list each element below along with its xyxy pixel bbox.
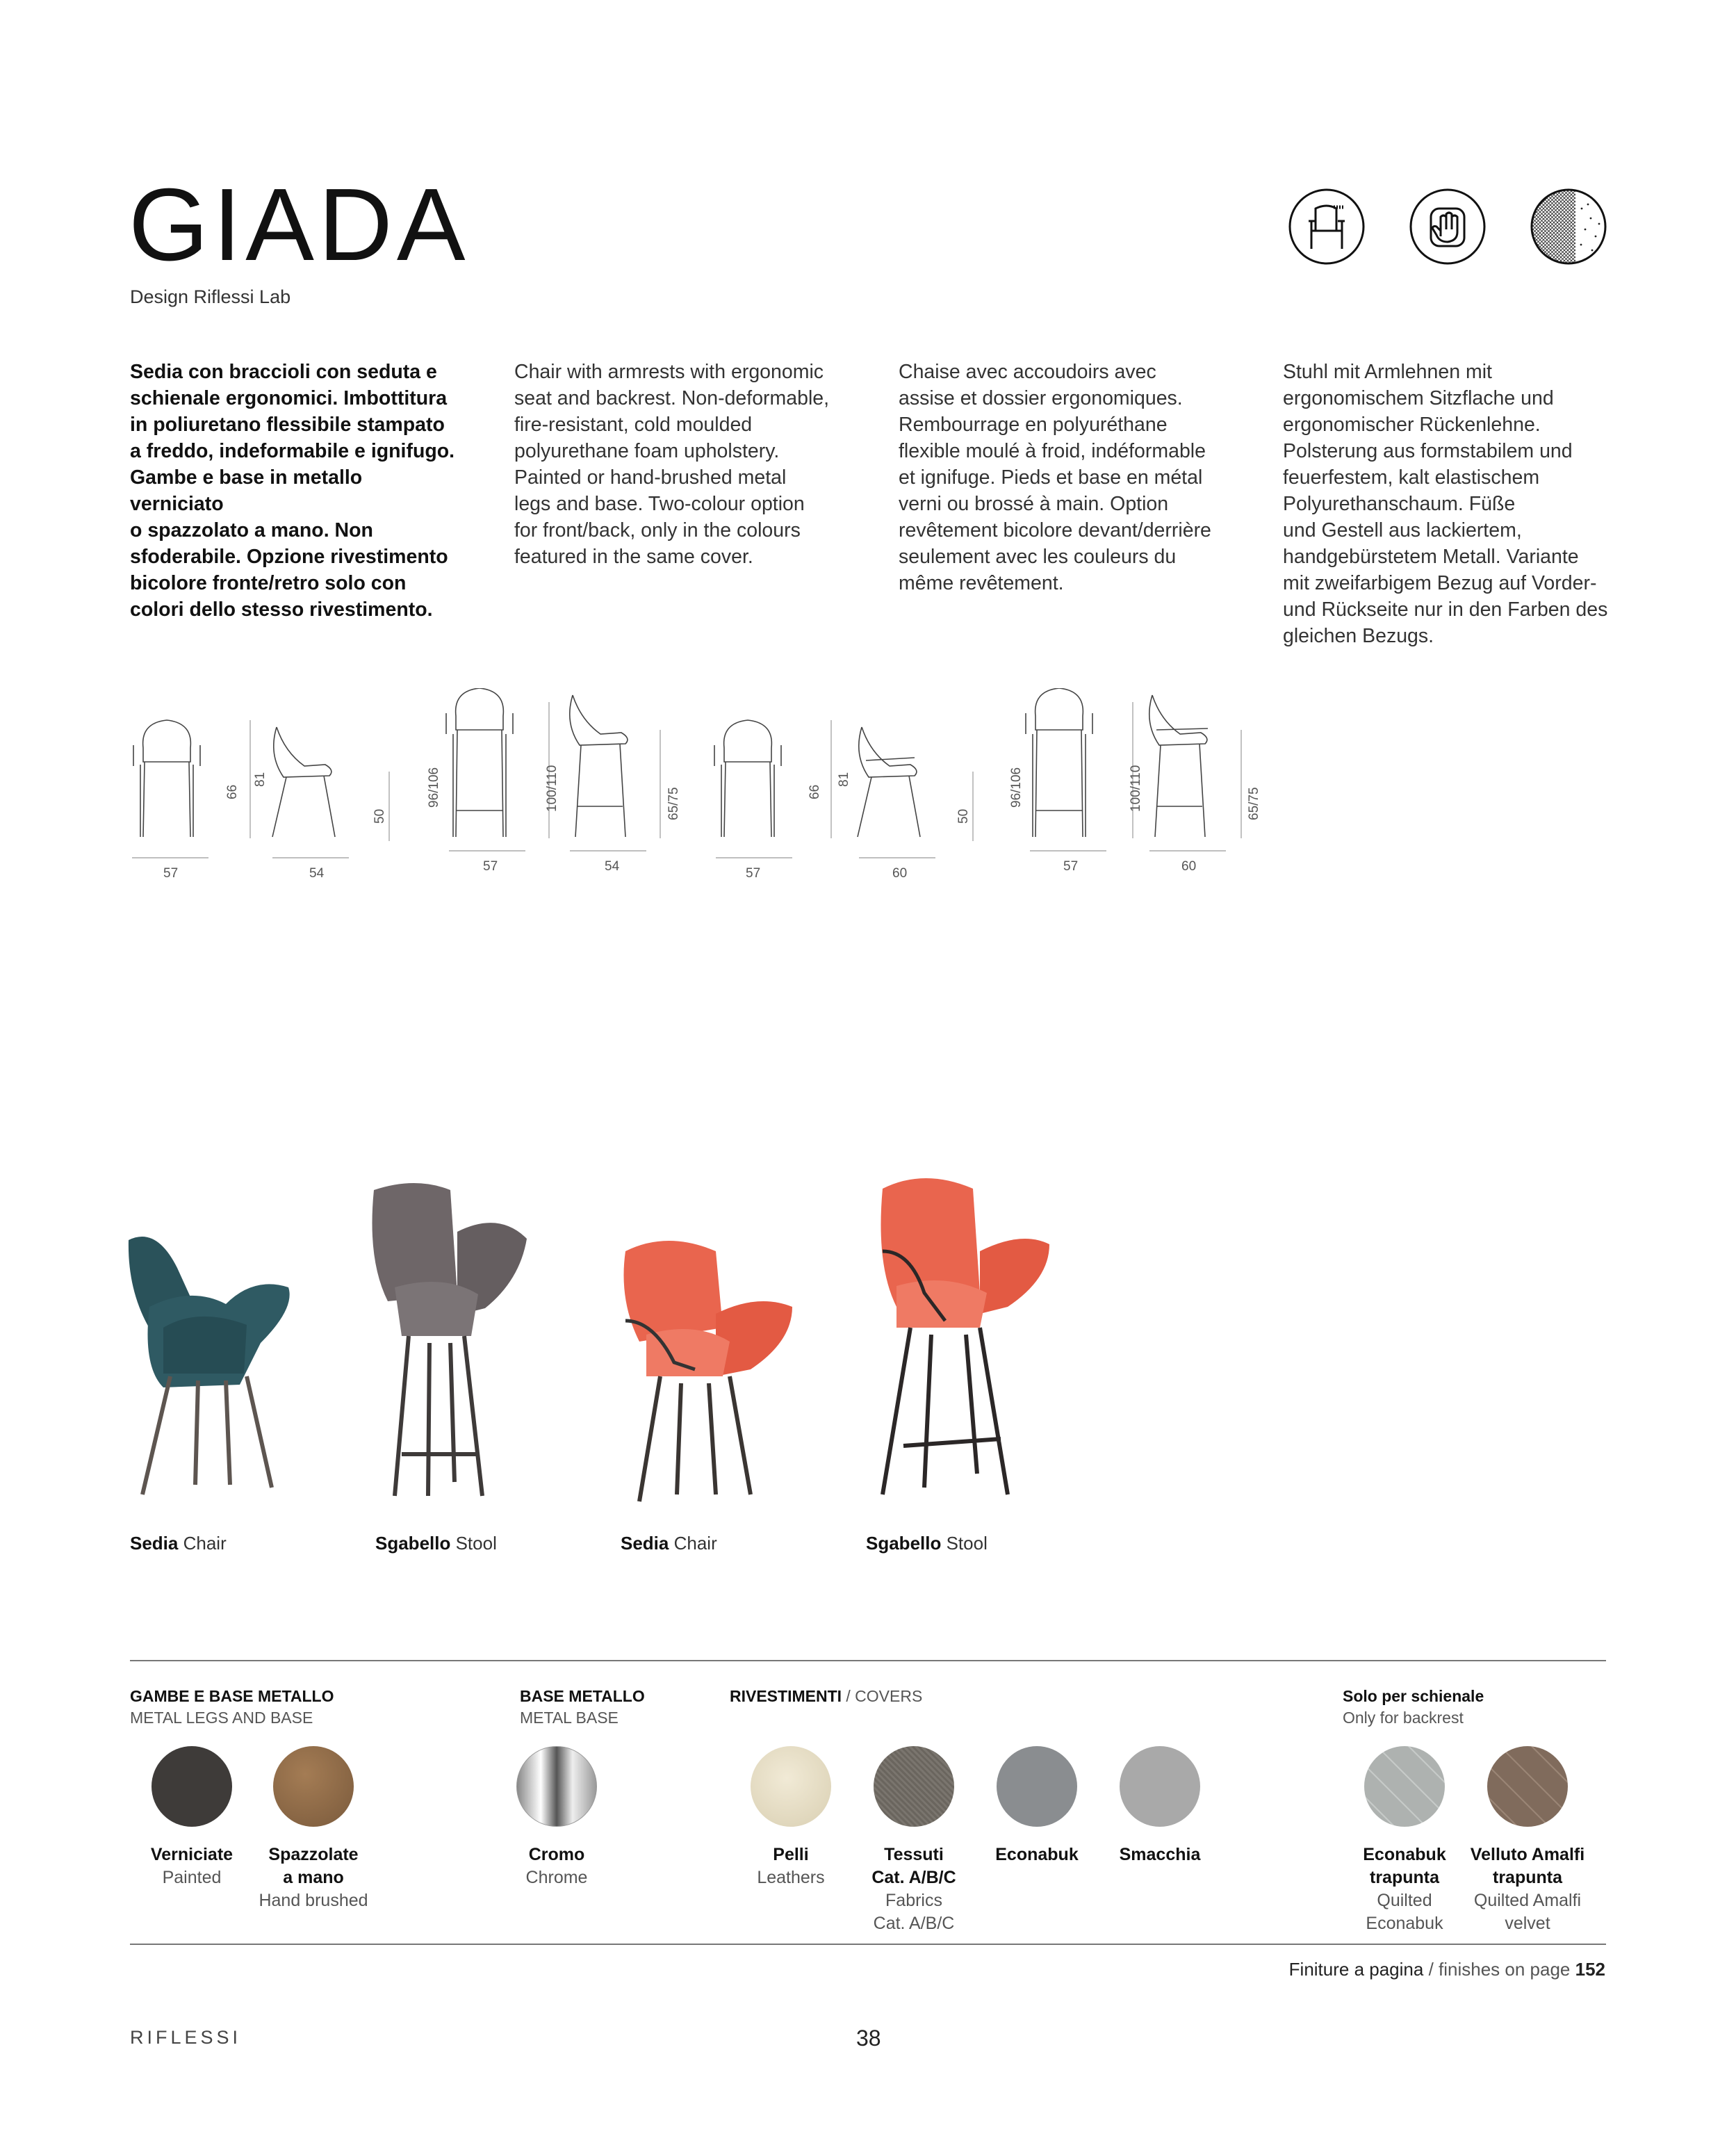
caption-chair-2: Sedia Chair [621,1533,717,1554]
label-painted: Verniciate Painted [150,1845,234,1887]
label-leathers: Pelli Leathers [757,1845,825,1887]
dim-depth-2: 54 [605,859,620,874]
dim-height-4: 100/110 [1129,765,1143,812]
product-photo-chair-teal [122,1223,316,1501]
label-hand-brushed: Spazzolate a mano Hand brushed [259,1845,368,1910]
finishes-bottom-rule [130,1944,1606,1945]
dim-depth-1: 54 [309,866,325,881]
page-number: 38 [856,2026,881,2051]
dim-seat-4: 96/106 [1009,767,1024,808]
feature-icons [1288,188,1607,266]
description-french: Chaise avec accoudoirs avec assise et dossier ergonomiques. Rembourrage en polyuréthane flexible moulé à froid, indéformable et ignifuge. Pieds et base en métal verni ou brossé à main. Option revêtement bicolore devant/derrière seulement avec les couleurs du même revêtement. [899,361,1211,594]
finishes-covers-header: RIVESTIMENTI / COVERS [730,1687,923,1705]
swatch-econabuk[interactable] [997,1746,1077,1827]
finishes-legs-header: GAMBE E BASE METALLO METAL LEGS AND BASE [130,1687,334,1727]
dim-arm-4: 65/75 [1247,787,1261,820]
dim-depth-4: 60 [1181,859,1197,874]
label-chrome: Cromo Chrome [525,1845,588,1887]
description-english: Chair with armrests with ergonomic seat and backrest. Non-deformable, fire-resistant, cold moulded polyurethane foam upholstery. Painted or hand-brushed metal legs and base. Two-colour option for front/back, only in the colours featured in the same cover. [514,361,830,568]
label-quilted-econabuk: Econabuk trapunta Quilted Econabuk [1363,1845,1446,1933]
product-photo-chair-coral [612,1230,820,1508]
dim-arm-3: 50 [956,808,971,824]
dim-width-1: 57 [163,866,179,881]
finishes-base-header: BASE METALLO METAL BASE [520,1687,645,1727]
caption-chair-1: Sedia Chair [130,1533,227,1554]
page-title: GIADA [129,168,470,282]
label-econabuk: Econabuk [995,1845,1079,1864]
swatch-painted[interactable] [152,1746,232,1827]
dim-width-2: 57 [483,859,498,874]
caption-stool-1: Sgabello Stool [375,1533,497,1554]
swatch-leathers[interactable] [751,1746,831,1827]
armchair-icon [1288,188,1366,266]
label-quilted-velvet: Velluto Amalfi trapunta Quilted Amalfi velvet [1470,1845,1585,1933]
swatch-fabrics[interactable] [874,1746,954,1827]
swatch-quilted-velvet[interactable] [1487,1746,1568,1827]
swatch-chrome[interactable] [516,1746,597,1827]
dim-height-3: 81 [837,772,851,787]
fabric-texture-icon [1530,188,1607,266]
dim-depth-3: 60 [892,866,908,881]
dim-width-3: 57 [746,866,761,881]
dim-width-4: 57 [1063,859,1079,874]
product-photo-stool-coral [862,1168,1070,1501]
finishes-page-reference: Finiture a pagina / finishes on page 152 [1288,1959,1605,1980]
swatch-smacchia[interactable] [1120,1746,1200,1827]
dim-seat-3: 66 [808,784,822,799]
swatch-quilted-econabuk[interactable] [1364,1746,1445,1827]
designer-credit: Design Riflessi Lab [130,286,291,307]
dim-seat-1: 66 [225,784,240,799]
label-fabrics: Tessuti Cat. A/B/C Fabrics Cat. A/B/C [871,1845,956,1933]
finishes-backrest-header: Solo per schienale Only for backrest [1343,1687,1484,1727]
dim-arm-2: 65/75 [666,787,681,820]
hand-icon [1409,188,1487,266]
label-smacchia: Smacchia [1119,1845,1201,1864]
description-italian: Sedia con braccioli con seduta e schienale ergonomici. Imbottitura in poliuretano flessibile stampato a freddo, indeformabile e ignifugo. Gambe e base in metallo verniciato o spazzolato a mano. Non sfoderabile. Opzione rivestimento bicolore fronte/retro solo con colori dello stesso rivestimento. [130,361,455,621]
description-german: Stuhl mit Armlehnen mit ergonomischem Sitzflache und ergonomischer Rückenlehne. Polsterung aus formstabilem und feuerfestem, kalt elastischem Polyurethanschaum. Füße und Gestell aus lackiertem, handgebürstetem Metall. Variante mit zweifarbigem Bezug auf Vorder- und Rückseite nur in den Farben des gleichen Bezugs. [1283,361,1608,647]
product-photo-stool-grey [367,1176,541,1503]
dim-arm-1: 50 [372,808,387,824]
caption-stool-2: Sgabello Stool [866,1533,988,1554]
brand-name: RIFLESSI [130,2027,242,2048]
dim-height-2: 100/110 [545,765,559,812]
finishes-top-rule [130,1660,1606,1661]
technical-drawings [125,688,1279,897]
dim-seat-2: 96/106 [427,767,441,808]
dim-height-1: 81 [253,772,268,787]
swatch-hand-brushed[interactable] [273,1746,354,1827]
